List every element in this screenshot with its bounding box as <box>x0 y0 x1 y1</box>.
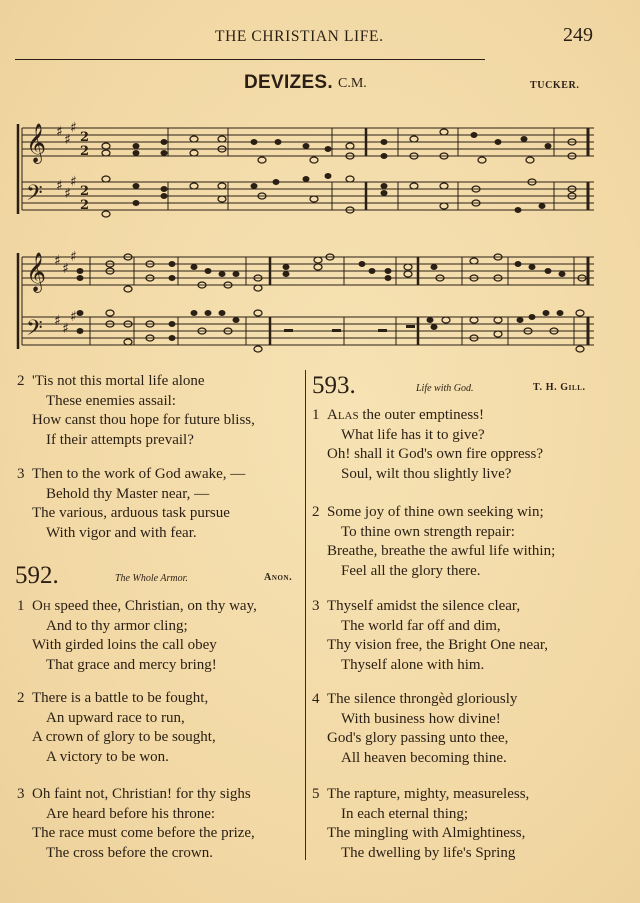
verse-line: speed thee, Christian, on thy way, <box>50 598 257 614</box>
svg-text:2: 2 <box>80 184 90 199</box>
verse-number: 3 <box>17 786 25 802</box>
verse-number: 4 <box>312 691 320 707</box>
verse-line: With vigor and with fear. <box>46 524 197 541</box>
svg-text:𝄢: 𝄢 <box>26 181 43 211</box>
verse-line: Oh faint not, Christian! for thy sighs <box>32 786 251 802</box>
music-staff-icon <box>14 233 598 358</box>
verse-line: The race must come before the prize, <box>32 825 255 841</box>
hymn-number: 592. <box>15 562 59 589</box>
music-system-2 <box>14 233 598 358</box>
verse-number: 3 <box>312 598 320 614</box>
verse-line: Thyself amidst the silence clear, <box>327 598 521 614</box>
verse-line: With business how divine! <box>341 710 501 727</box>
hymn-593-stanza-5 <box>312 785 529 863</box>
stanza-continued-2 <box>17 372 255 450</box>
verse-line: Breathe, breathe the awful life within; <box>327 543 556 559</box>
verse-line: A crown of glory to be sought, <box>32 729 216 745</box>
tune-name: DEVIZES. <box>244 72 333 93</box>
column-divider <box>305 370 306 860</box>
music-system-1 <box>14 110 598 222</box>
verse-line: Then to the work of God awake, — <box>32 466 246 482</box>
verse-line: How canst thou hope for future bliss, <box>32 412 255 428</box>
verse-line: The silence throngèd gloriously <box>327 691 518 707</box>
svg-text:♯: ♯ <box>64 132 71 148</box>
running-head <box>0 24 640 52</box>
hymn-592-stanza-3 <box>17 785 255 863</box>
hymn-593-stanza-4 <box>312 690 517 768</box>
svg-text:♯: ♯ <box>70 120 77 136</box>
verse-number: 1 <box>17 598 25 614</box>
svg-text:𝄞: 𝄞 <box>26 123 47 163</box>
verse-line: Thyself alone with him. <box>341 656 485 673</box>
tune-header <box>0 72 640 98</box>
svg-text:𝄢: 𝄢 <box>26 316 43 346</box>
hymn-593-stanza-3 <box>312 597 548 675</box>
svg-text:2: 2 <box>80 130 90 145</box>
verse-number: 1 <box>312 407 320 423</box>
verse-line: The rapture, mighty, measureless, <box>327 786 530 802</box>
svg-text:2: 2 <box>80 144 90 159</box>
hymn-593-stanza-1 <box>312 406 543 484</box>
verse-line: Feel all the glory there. <box>341 562 481 579</box>
hymn-593-stanza-2 <box>312 503 555 581</box>
verse-line: These enemies assail: <box>46 392 176 409</box>
hymn-author: Anon. <box>264 572 293 583</box>
verse-line: Behold thy Master near, — <box>46 485 210 502</box>
tune-meter: C.M. <box>338 76 367 91</box>
verse-line: What life has it to give? <box>341 426 485 443</box>
verse-line: The mingling with Almightiness, <box>327 825 526 841</box>
music-staff-icon <box>14 110 598 222</box>
hymn-592-stanza-1 <box>17 597 257 675</box>
verse-line: And to thy armor cling; <box>46 617 188 634</box>
svg-text:♯: ♯ <box>70 249 77 265</box>
verse-line: The dwelling by life's Spring <box>341 844 516 861</box>
verse-line: A victory to be won. <box>46 748 169 765</box>
svg-text:♯: ♯ <box>54 313 61 329</box>
verse-number: 5 <box>312 786 320 802</box>
first-word: Alas <box>327 407 359 423</box>
verse-line: 'Tis not this mortal life alone <box>32 373 205 389</box>
verse-number: 3 <box>17 466 25 482</box>
verse-line: With girded loins the call obey <box>32 637 217 653</box>
verse-line: In each eternal thing; <box>341 805 469 822</box>
verse-line: That grace and mercy bring! <box>46 656 217 673</box>
svg-text:♯: ♯ <box>70 309 77 325</box>
verse-line: Soul, wilt thou slightly live? <box>341 465 512 482</box>
hymn-title: Life with God. <box>416 383 474 394</box>
verse-line: Some joy of thine own seeking win; <box>327 504 544 520</box>
hymn-author: T. H. Gill. <box>533 382 586 393</box>
verse-line: An upward race to run, <box>46 709 185 726</box>
svg-text:2: 2 <box>80 198 90 213</box>
header-rule-extension <box>15 59 485 60</box>
verse-line: God's glory passing unto thee, <box>327 730 509 746</box>
svg-text:♯: ♯ <box>54 253 61 269</box>
verse-line: Oh! shall it God's own fire oppress? <box>327 446 543 462</box>
svg-text:♯: ♯ <box>56 178 63 194</box>
svg-text:♯: ♯ <box>62 321 69 337</box>
stanza-continued-3 <box>17 465 245 543</box>
page-number: 249 <box>563 24 593 46</box>
verse-line: There is a battle to be fought, <box>32 690 209 706</box>
verse-line: The various, arduous task pursue <box>32 505 230 521</box>
svg-text:♯: ♯ <box>64 186 71 202</box>
running-title: THE CHRISTIAN LIFE. <box>215 28 384 45</box>
svg-text:♯: ♯ <box>70 174 77 190</box>
verse-number: 2 <box>17 373 25 389</box>
hymn-592-stanza-2 <box>17 689 216 767</box>
first-word: Oh <box>32 598 51 614</box>
verse-line: Are heard before his throne: <box>46 805 216 822</box>
hymn-title: The Whole Armor. <box>115 573 188 584</box>
verse-number: 2 <box>17 690 25 706</box>
verse-line: All heaven becoming thine. <box>341 749 507 766</box>
verse-line: the outer emptiness! <box>358 407 485 423</box>
verse-line: To thine own strength repair: <box>341 523 515 540</box>
verse-line: The cross before the crown. <box>46 844 214 861</box>
verse-line: Thy vision free, the Bright One near, <box>327 637 549 653</box>
svg-text:♯: ♯ <box>62 261 69 277</box>
verse-line: The world far off and dim, <box>341 617 501 634</box>
tune-composer: TUCKER. <box>530 80 580 91</box>
svg-text:♯: ♯ <box>56 124 63 140</box>
verse-line: If their attempts prevail? <box>46 431 194 448</box>
svg-text:𝄞: 𝄞 <box>26 252 47 292</box>
hymn-number: 593. <box>312 372 356 399</box>
verse-number: 2 <box>312 504 320 520</box>
